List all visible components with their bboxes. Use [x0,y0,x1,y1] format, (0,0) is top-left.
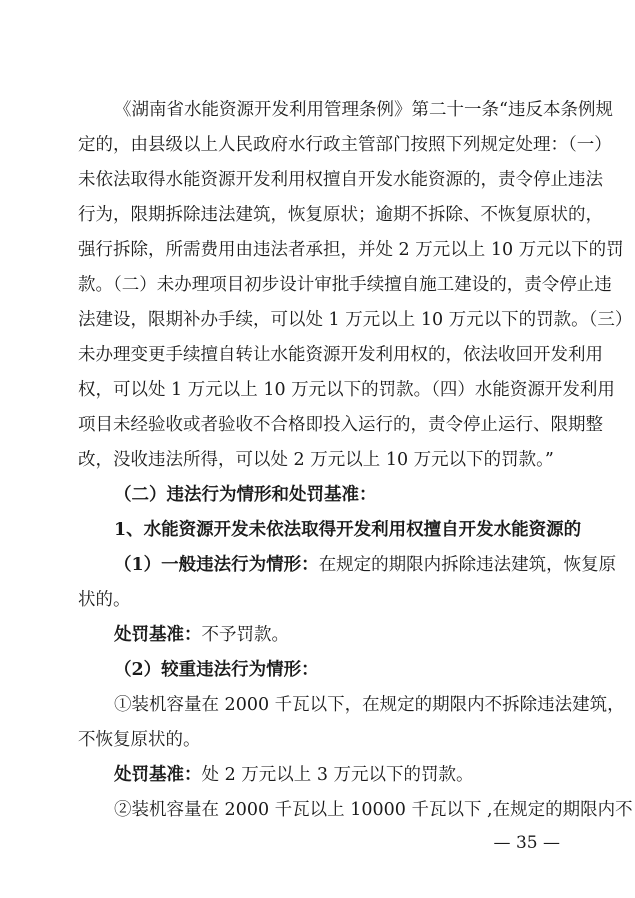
section-heading: （二）违法行为情形和处罚基准： [114,485,377,505]
page-number: — 35 — [493,833,560,853]
penalty-label: 处罚基准： [114,765,202,785]
serious-item-2-line-1: ②装机容量在 2000 千瓦以上 10000 千瓦以下 ,在规定的期限内不 [114,800,633,820]
serious-item-1-line-1: ①装机容量在 2000 千瓦以下，在规定的期限内不拆除违法建筑， [114,695,625,715]
penalty-standard-1 [78,624,560,646]
penalty-label: 处罚基准： [114,625,202,645]
serious-item-1-line-2: 不恢复原状的。 [78,730,201,750]
paragraph-line: 法建设，限期补办手续，可以处 1 万元以上 10 万元以下的罚款。（三） [78,310,633,330]
penalty-standard-2 [78,764,560,786]
paragraph-line: 行为，限期拆除违法建筑，恢复原状；逾期不拆除、不恢复原状的， [78,205,603,225]
general-violation-line [78,554,617,576]
general-violation-line-2: 状的。 [78,590,131,610]
serious-violation-heading: （2）较重违法行为情形： [114,660,319,680]
paragraph-line: 未依法取得水能资源开发利用权擅自开发水能资源的，责令停止违法 [78,170,603,190]
paragraph-line: 定的，由县级以上人民政府水行政主管部门按照下列规定处理：（一） [78,135,612,155]
paragraph-line: 改，没收违法所得，可以处 2 万元以上 10 万元以下的罚款。” [78,450,554,470]
paragraph-line: 强行拆除，所需费用由违法者承担，并处 2 万元以上 10 万元以下的罚 [78,240,624,260]
item-heading: 1、水能资源开发未依法取得开发利用权擅自开发水能资源的 [114,520,582,540]
paragraph-line: 权，可以处 1 万元以上 10 万元以下的罚款。（四）水能资源开发利用 [78,380,615,400]
general-violation-text: 在规定的期限内拆除违法建筑，恢复原 [318,555,617,575]
penalty-text: 处 2 万元以上 3 万元以下的罚款。 [201,765,474,785]
paragraph-line: 款。（二）未办理项目初步设计审批手续擅自施工建设的，责令停止违 [78,275,612,295]
penalty-text: 不予罚款。 [201,625,289,645]
paragraph-line: 项目未经验收或者验收不合格即投入运行的，责令停止运行、限期整 [78,415,603,435]
general-violation-label: （1）一般违法行为情形： [114,555,319,575]
paragraph-line: 未办理变更手续擅自转让水能资源开发利用权的，依法收回开发利用 [78,345,603,365]
paragraph-line: 《湖南省水能资源开发利用管理条例》第二十一条“违反本条例规 [114,100,613,120]
